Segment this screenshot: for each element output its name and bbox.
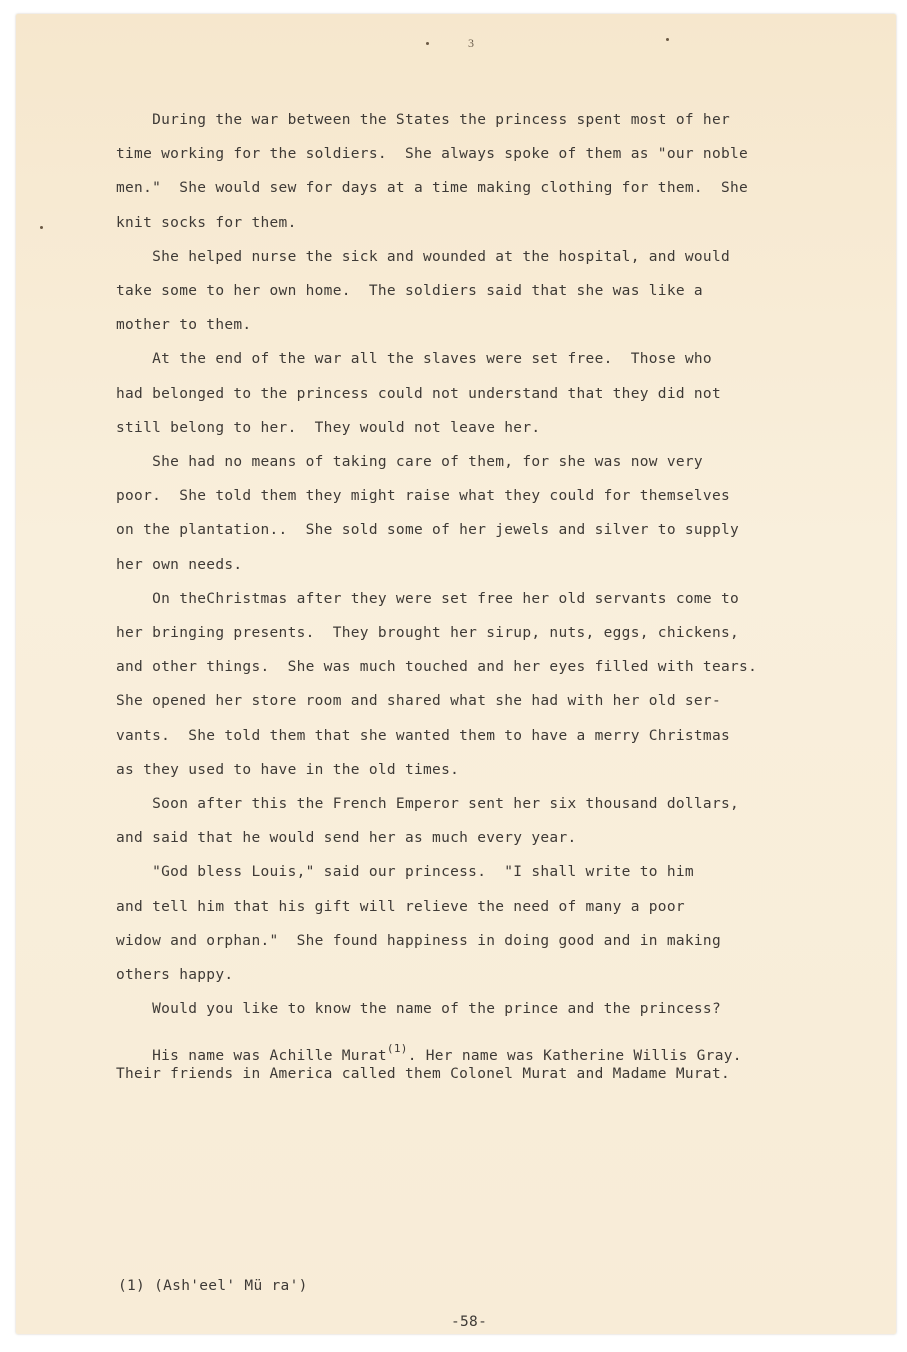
text-line: and tell him that his gift will relieve the need of many a poor (116, 898, 685, 915)
text-line: time working for the soldiers. She always spoke of them as "our noble (116, 146, 749, 163)
text-line: still belong to her. They would not leave her. (116, 419, 541, 436)
text-line: poor. She told them they might raise what they could for themselves (116, 488, 731, 505)
text-line: men." She would sew for days at a time making clothing for them. She (116, 180, 749, 197)
text-line: At the end of the war all the slaves were set free. Those who (116, 351, 712, 368)
text-line: had belonged to the princess could not understand that they did not (116, 385, 721, 402)
text-line: "God bless Louis," said our princess. "I shall write to him (116, 864, 694, 881)
top-mark: 3 (468, 36, 474, 50)
body-text (16, 14, 896, 1334)
closing-line: Their friends in America called them Colonel Murat and Madame Murat. (116, 1066, 731, 1082)
page-number: -58- (451, 1314, 488, 1330)
text-line: and other things. She was much touched and her eyes filled with tears. (116, 659, 758, 676)
text-line: and said that he would send her as much every year. (116, 830, 577, 847)
name-line-before: His name was Achille Murat (152, 1048, 387, 1064)
text-line: widow and orphan." She found happiness in doing good and in making (116, 932, 721, 949)
text-line: her bringing presents. They brought her sirup, nuts, eggs, chickens, (116, 625, 740, 641)
text-line: knit socks for them. (116, 214, 297, 231)
text-line: She opened her store room and shared what she had with her old ser- (116, 693, 721, 710)
text-line: her own needs. (116, 556, 243, 573)
typed-page (16, 14, 896, 1334)
text-line: others happy. (116, 967, 234, 983)
text-line: Soon after this the French Emperor sent her six thousand dollars, (116, 796, 740, 812)
text-line: mother to them. (116, 317, 252, 334)
text-line: She had no means of taking care of them, for she was now very (116, 454, 703, 470)
text-line: Would you like to know the name of the prince and the princess? (116, 1001, 721, 1018)
text-line: She helped nurse the sick and wounded at the hospital, and would (116, 248, 731, 265)
text-line: vants. She told them that she wanted them to have a merry Christmas (116, 727, 731, 744)
text-line: During the war between the States the princess spent most of her (116, 112, 731, 128)
footnote: (1) (Ash'eel' Mü ra') (118, 1278, 308, 1294)
name-line-after: . Her name was Katherine Willis Gray. (407, 1048, 742, 1064)
text-line: on the plantation.. She sold some of her jewels and silver to supply (116, 522, 740, 539)
footnote-reference: (1) (386, 1042, 408, 1055)
text-line: as they used to have in the old times. (116, 761, 460, 778)
text-line: take some to her own home. The soldiers said that she was like a (116, 283, 703, 299)
text-line: On theChristmas after they were set free her old servants come to (116, 590, 740, 607)
